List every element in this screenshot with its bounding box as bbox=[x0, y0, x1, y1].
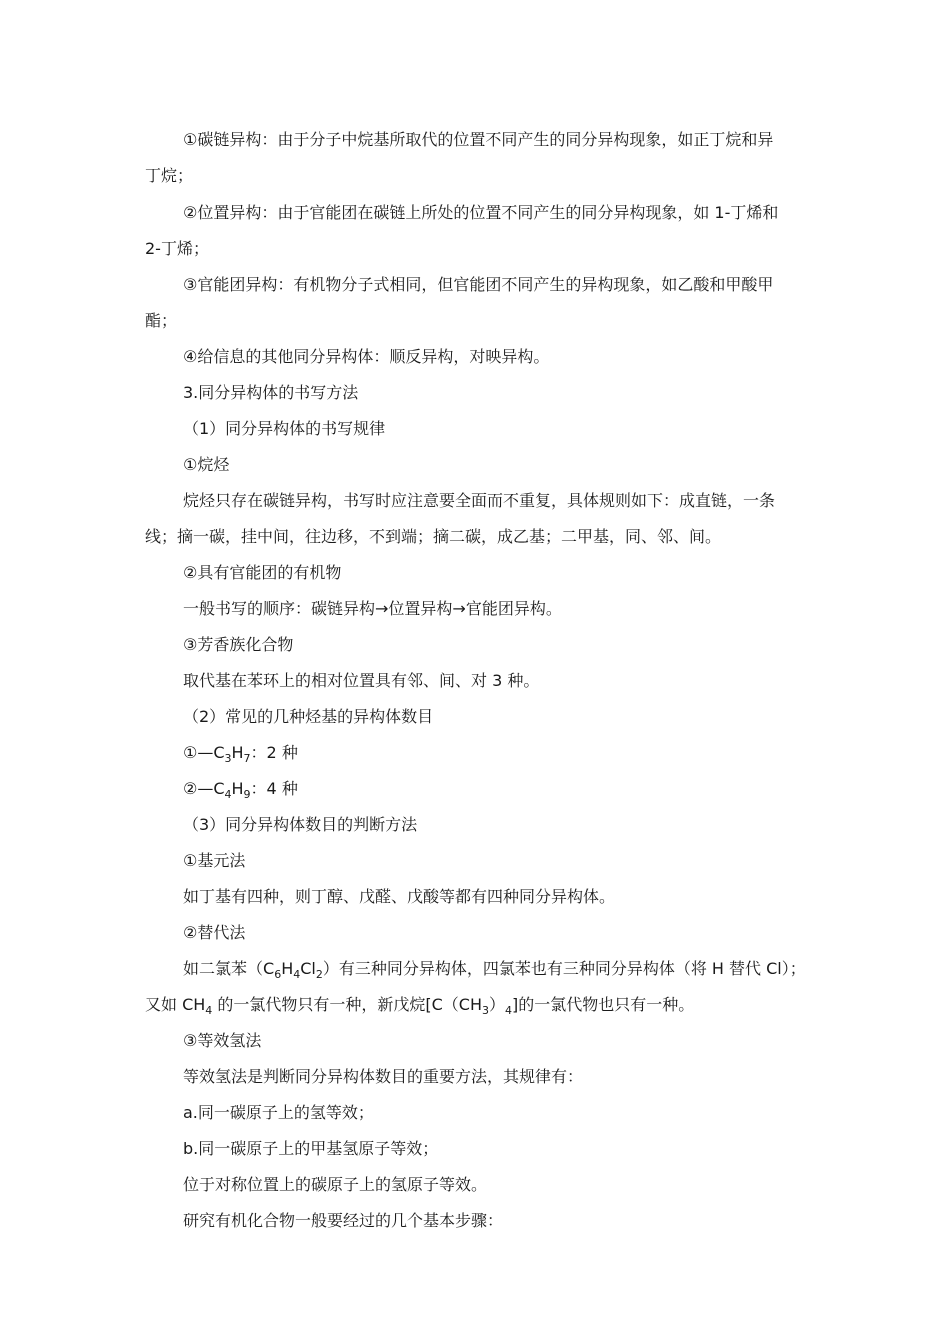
other-isomers-line: ④给信息的其他同分异构体：顺反异构，对映异构。 bbox=[183, 347, 550, 366]
neopentane-sub-4: 4 bbox=[505, 1004, 513, 1017]
alkane-rule-line-1: 烷烃只存在碳链异构，书写时应注意要全面而不重复，具体规则如下：成直链，一条 bbox=[183, 491, 776, 510]
dichlorobenzene-text-c: Cl bbox=[300, 959, 316, 978]
methane-sub-4: 4 bbox=[205, 1004, 213, 1017]
functional-group-isomer-line-2: 酯； bbox=[145, 311, 178, 330]
position-isomer-line-2: 2-丁烯； bbox=[145, 239, 209, 258]
propyl-subscript-c: 3 bbox=[224, 752, 232, 765]
research-steps-line: 研究有机化合物一般要经过的几个基本步骤： bbox=[183, 1211, 504, 1230]
dichlorobenzene-text-b: H bbox=[281, 959, 294, 978]
position-isomer-line-1: ②位置异构：由于官能团在碳链上所处的位置不同产生的同分异构现象，如 1-丁烯和 bbox=[183, 203, 779, 222]
butyl-subscript-h: 9 bbox=[243, 788, 251, 801]
neopentane-sub-3: 3 bbox=[482, 1004, 490, 1017]
functional-group-isomer-line-1: ③官能团异构：有机物分子式相同，但官能团不同产生的异构现象，如乙酸和甲酸甲 bbox=[183, 275, 774, 294]
butyl-subscript-c: 4 bbox=[224, 788, 232, 801]
methane-text-e: 又如 CH bbox=[145, 995, 206, 1014]
rule-c-line: 位于对称位置上的碳原子上的氢原子等效。 bbox=[183, 1175, 488, 1194]
butyl-prefix: ②—C bbox=[183, 779, 225, 798]
writing-order-line: 一般书写的顺序：碳链异构→位置异构→官能团异构。 bbox=[183, 599, 562, 618]
carbon-chain-isomer-line-1: ①碳链异构：由于分子中烷基所取代的位置不同产生的同分异构现象，如正丁烷和异 bbox=[183, 130, 774, 149]
neopentane-text-f: 的一氯代物只有一种，新戊烷[C（CH bbox=[212, 995, 483, 1014]
carbon-chain-isomer-line-2: 丁烷； bbox=[145, 166, 194, 185]
aromatic-rule-line: 取代基在苯环上的相对位置具有邻、间、对 3 种。 bbox=[183, 671, 540, 690]
subsection-3-heading: （3）同分异构体数目的判断方法 bbox=[183, 815, 418, 834]
equivalent-hydrogen-heading: ③等效氢法 bbox=[183, 1031, 262, 1050]
butyl-h: H bbox=[231, 779, 244, 798]
propyl-subscript-h: 7 bbox=[243, 752, 251, 765]
neopentane-text-g: ） bbox=[489, 995, 506, 1014]
propyl-prefix: ①—C bbox=[183, 743, 225, 762]
substitution-text-line-1 bbox=[183, 959, 806, 979]
butyl-suffix: ：4 种 bbox=[250, 779, 298, 798]
base-method-text: 如丁基有四种，则丁醇、戊醛、戊酸等都有四种同分异构体。 bbox=[183, 887, 616, 906]
neopentane-text-h: ]的一氯代物也只有一种。 bbox=[512, 995, 695, 1014]
subsection-1-heading: （1）同分异构体的书写规律 bbox=[183, 419, 386, 438]
equivalent-hydrogen-text: 等效氢法是判断同分异构体数目的重要方法，其规律有： bbox=[183, 1067, 584, 1086]
propyl-h: H bbox=[231, 743, 244, 762]
butyl-count-line bbox=[183, 779, 298, 799]
rule-a-line: a.同一碳原子上的氢等效； bbox=[183, 1103, 374, 1122]
substitution-method-heading: ②替代法 bbox=[183, 923, 246, 942]
section-3-heading: 3.同分异构体的书写方法 bbox=[183, 383, 359, 402]
subsection-2-heading: （2）常见的几种烃基的异构体数目 bbox=[183, 707, 434, 726]
alkane-rule-line-2: 线；摘一碳，挂中间，往边移，不到端；摘二碳，成乙基；二甲基，同、邻、间。 bbox=[145, 527, 722, 546]
dichlorobenzene-text-a: 如二氯苯（C bbox=[183, 959, 275, 978]
rule-b-line: b.同一碳原子上的甲基氢原子等效； bbox=[183, 1139, 439, 1158]
dichlorobenzene-text-d: ）有三种同分异构体，四氯苯也有三种同分异构体（将 H 替代 Cl）； bbox=[322, 959, 806, 978]
propyl-count-line bbox=[183, 743, 298, 763]
dichlorobenzene-sub-2: 2 bbox=[315, 968, 323, 981]
base-method-heading: ①基元法 bbox=[183, 851, 246, 870]
functional-organic-heading: ②具有官能团的有机物 bbox=[183, 563, 342, 582]
dichlorobenzene-sub-4: 4 bbox=[293, 968, 301, 981]
substitution-text-line-2 bbox=[145, 995, 694, 1015]
propyl-suffix: ：2 种 bbox=[250, 743, 298, 762]
alkane-heading: ①烷烃 bbox=[183, 455, 230, 474]
dichlorobenzene-sub-6: 6 bbox=[274, 968, 282, 981]
aromatic-heading: ③芳香族化合物 bbox=[183, 635, 294, 654]
